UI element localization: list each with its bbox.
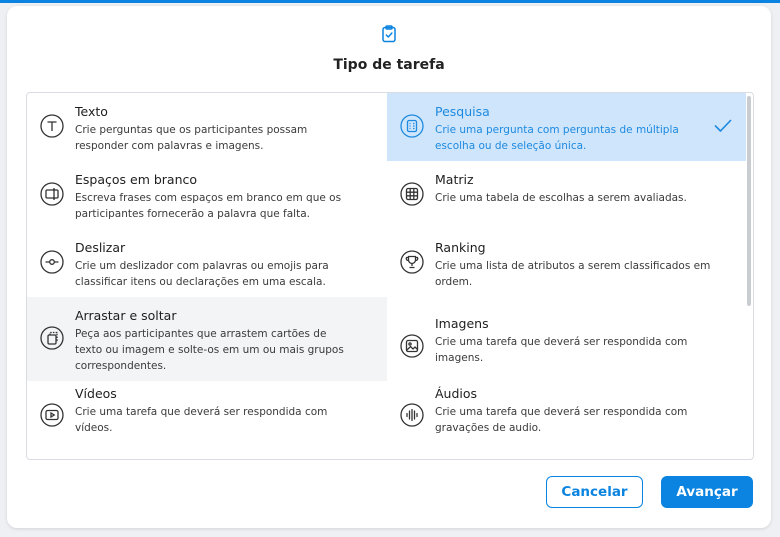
task-option-videos[interactable] [27, 381, 387, 459]
task-description: Escreva frases com espaços em branco em que os participantes fornecerão a palavra que falta. [75, 192, 342, 220]
task-name: Matriz [435, 172, 474, 187]
task-option-texto[interactable] [27, 93, 387, 161]
task-description: Peça aos participantes que arrastem cartões de texto ou imagem e solte-os em um ou mais grupos correspondentes. [75, 328, 344, 372]
task-name: Áudios [435, 386, 478, 401]
task-name: Ranking [435, 240, 486, 255]
task-description: Crie um deslizador com palavras ou emojis para classificar itens ou declarações em uma escala. [75, 260, 329, 288]
fill-blank-icon [39, 181, 65, 207]
task-type-dialog [7, 6, 771, 528]
task-name: Vídeos [75, 386, 117, 401]
task-name: Imagens [435, 316, 489, 331]
task-description: Crie uma pergunta com perguntas de múltipla escolha ou de seleção única. [435, 124, 679, 152]
task-option-ranking[interactable] [387, 229, 746, 297]
task-option-pesquisa[interactable] [387, 93, 746, 161]
cancel-button[interactable]: Cancelar [546, 476, 643, 508]
task-description: Crie uma tarefa que deverá ser respondida com imagens. [435, 336, 688, 364]
task-name: Espaços em branco [75, 172, 198, 187]
task-name: Arrastar e soltar [75, 308, 177, 323]
clipboard-check-icon [379, 24, 399, 44]
audio-icon [399, 402, 425, 428]
survey-icon [399, 113, 425, 139]
task-name: Deslizar [75, 240, 126, 255]
matrix-icon [399, 181, 425, 207]
slider-icon [39, 249, 65, 275]
task-description: Crie perguntas que os participantes possam responder com palavras e imagens. [75, 124, 308, 152]
trophy-icon [399, 249, 425, 275]
task-option-imagens[interactable] [387, 297, 746, 381]
text-icon [39, 113, 65, 139]
video-icon [39, 402, 65, 428]
task-description: Crie uma lista de atributos a serem classificados em ordem. [435, 260, 711, 288]
checkmark-icon [714, 119, 732, 133]
task-option-audios[interactable] [387, 381, 746, 459]
next-button[interactable]: Avançar [661, 476, 753, 508]
task-name: Pesquisa [435, 104, 490, 119]
task-option-espacos-em-branco[interactable] [27, 161, 387, 229]
task-option-arrastar-e-soltar[interactable] [27, 297, 387, 381]
task-option-deslizar[interactable] [27, 229, 387, 297]
drag-drop-icon [39, 325, 65, 351]
task-name: Texto [75, 104, 108, 119]
task-description: Crie uma tarefa que deverá ser respondida com gravações de audio. [435, 406, 688, 434]
task-type-grid [26, 92, 754, 460]
image-icon [399, 333, 425, 359]
top-accent-bar [0, 0, 780, 3]
task-description: Crie uma tarefa que deverá ser respondida com vídeos. [75, 406, 328, 434]
task-option-matriz[interactable] [387, 161, 746, 229]
dialog-title: Tipo de tarefa [333, 57, 445, 73]
task-description: Crie uma tabela de escolhas a serem avaliadas. [435, 192, 687, 204]
grid-scrollbar[interactable] [747, 96, 751, 306]
